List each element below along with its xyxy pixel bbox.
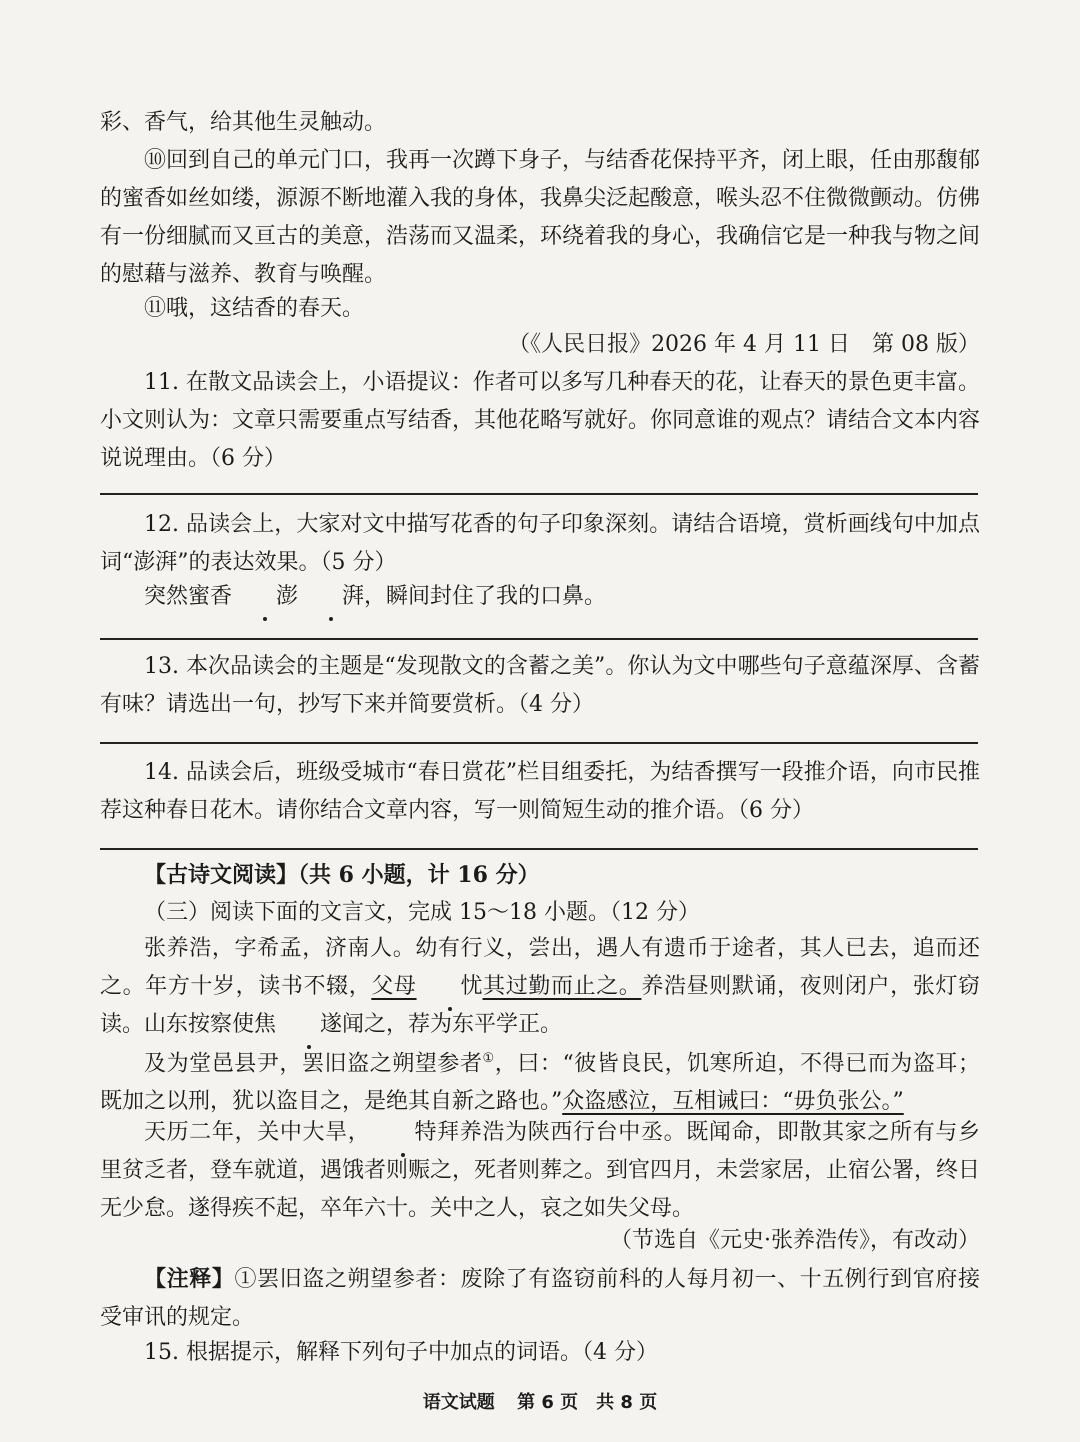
underlined-sentence-2: 众盗感泣，互相诫曰：“毋负张公。” xyxy=(562,1089,904,1115)
annotation-label: 【注释】 xyxy=(144,1266,235,1292)
dotted-char: 湃 xyxy=(298,578,364,616)
section-heading-bracket: 【古诗文阅读】 xyxy=(144,862,299,888)
question-14: 14. 品读会后，班级受城市“春日赏花”栏目组委托，为结香撰写一段推介语，向市民推荐这种春日花木。请你结合文章内容，写一则简短生动的推介语。（6 分） xyxy=(100,760,980,823)
annotation-text: ①罢旧盗之朔望参者：废除了有盗窃前科的人每月初一、十五例行到官府接受审讯的规定。 xyxy=(100,1267,980,1330)
question-12-sentence xyxy=(100,578,980,616)
text-run: ，曰：“彼皆良民，饥寒所迫，不得已而为盗耳；既加之以刑，犹以盗目之，是绝其自新之路也。” xyxy=(100,1051,980,1115)
section-subheading: （三）阅读下面的文言文，完成 15～18 小题。（12 分） xyxy=(144,900,700,925)
answer-line-14 xyxy=(100,848,978,850)
text-run: 及为堂邑县尹，罢旧盗之朔望参者 xyxy=(144,1051,483,1077)
text-run: 养浩昼则默诵，夜则闭户，张灯窃读。山东按察使焦 xyxy=(100,974,980,1037)
classical-paragraph-1 xyxy=(100,930,980,1044)
answer-line-13 xyxy=(100,742,978,744)
text-run: 天历二年，关中大旱， xyxy=(144,1120,371,1145)
question-13: 13. 本次品读会的主题是“发现散文的含蓄之美”。你认为文中哪些句子意蕴深厚、含蓄有味？请选出一句，抄写下来并简要赏析。（4 分） xyxy=(100,654,980,717)
classical-source: （节选自《元史·张养浩传》，有改动） xyxy=(610,1228,980,1253)
dotted-char: 遂 xyxy=(276,1006,342,1044)
question-15: 15. 根据提示，解释下列句子中加点的词语。（4 分） xyxy=(144,1340,658,1365)
footnote-marker: ① xyxy=(482,1051,495,1066)
question-11: 11. 在散文品读会上，小语提议：作者可以多写几种春天的花，让春天的景色更丰富。小文则认为：文章只需要重点写结香，其他花略写就好。你同意谁的观点？请结合文本内容说说理由。（6 分） xyxy=(100,370,981,471)
section-heading-rest: （共 6 小题，计 16 分） xyxy=(298,862,540,888)
q12-sentence-before: 突然蜜香 xyxy=(144,584,233,609)
q12-sentence-after: ，瞬间封住了我的口鼻。 xyxy=(364,584,607,609)
essay-source: （《人民日报》2026 年 4 月 11 日 第 08 版） xyxy=(508,332,980,357)
classical-paragraph-3 xyxy=(100,1114,980,1228)
essay-paragraph-10: ⑩回到自己的单元门口，我再一次蹲下身子，与结香花保持平齐，闭上眼，任由那馥郁的蜜香如丝如缕，源源不断地灌入我的身体，我鼻尖泛起酸意，喉头忍不住微微颤动。仿佛有一份细腻而又亘古的美意，浩荡而又温柔，环绕着我的身心，我确信它是一种我与物之间的慰藉与滋养、教育与唤醒。 xyxy=(100,148,981,287)
essay-paragraph-continued: 彩、香气，给其他生灵触动。 xyxy=(100,110,387,135)
dotted-char: 忧 xyxy=(417,968,483,1006)
underlined-sentence-1 xyxy=(371,974,641,999)
essay-paragraph-11: ⑪哦，这结香的春天。 xyxy=(144,296,365,321)
page-footer xyxy=(0,1388,1080,1414)
answer-line-12 xyxy=(100,638,978,640)
footer-subject: 语文试题 xyxy=(422,1392,495,1413)
dotted-char: 澎 xyxy=(232,578,298,616)
text-run: 父母 xyxy=(371,974,417,999)
text-run: 拜养浩为陕西行台中丞。既闻命，即散其家之所有与乡里贫乏者，登车就道，遇饿者则赈之，死者则葬之。到官四月，未尝家居，止宿公署，终日无少怠。遂得疾不起，卒年六十。关中之人，哀之如失父母。 xyxy=(100,1120,981,1221)
dotted-char: 特 xyxy=(370,1114,436,1152)
annotation xyxy=(100,1260,980,1337)
text-run: 张养浩，字希孟，济南人。幼有行义，尝出，遇人有遗币于途者，其人已去，追而还之。年方十岁，读书不辍， xyxy=(100,936,980,999)
text-run: 闻之，荐为东平学正。 xyxy=(342,1012,563,1037)
answer-line-11 xyxy=(100,493,978,495)
classical-paragraph-2 xyxy=(100,1040,980,1121)
footer-page-number: 第 6 页 共 8 页 xyxy=(517,1392,658,1413)
question-12: 12. 品读会上，大家对文中描写花香的句子印象深刻。请结合语境，赏析画线句中加点词“澎湃”的表达效果。（5 分） xyxy=(100,512,980,575)
text-run: 其过勤而止之。 xyxy=(482,974,642,999)
section-heading xyxy=(100,856,980,894)
